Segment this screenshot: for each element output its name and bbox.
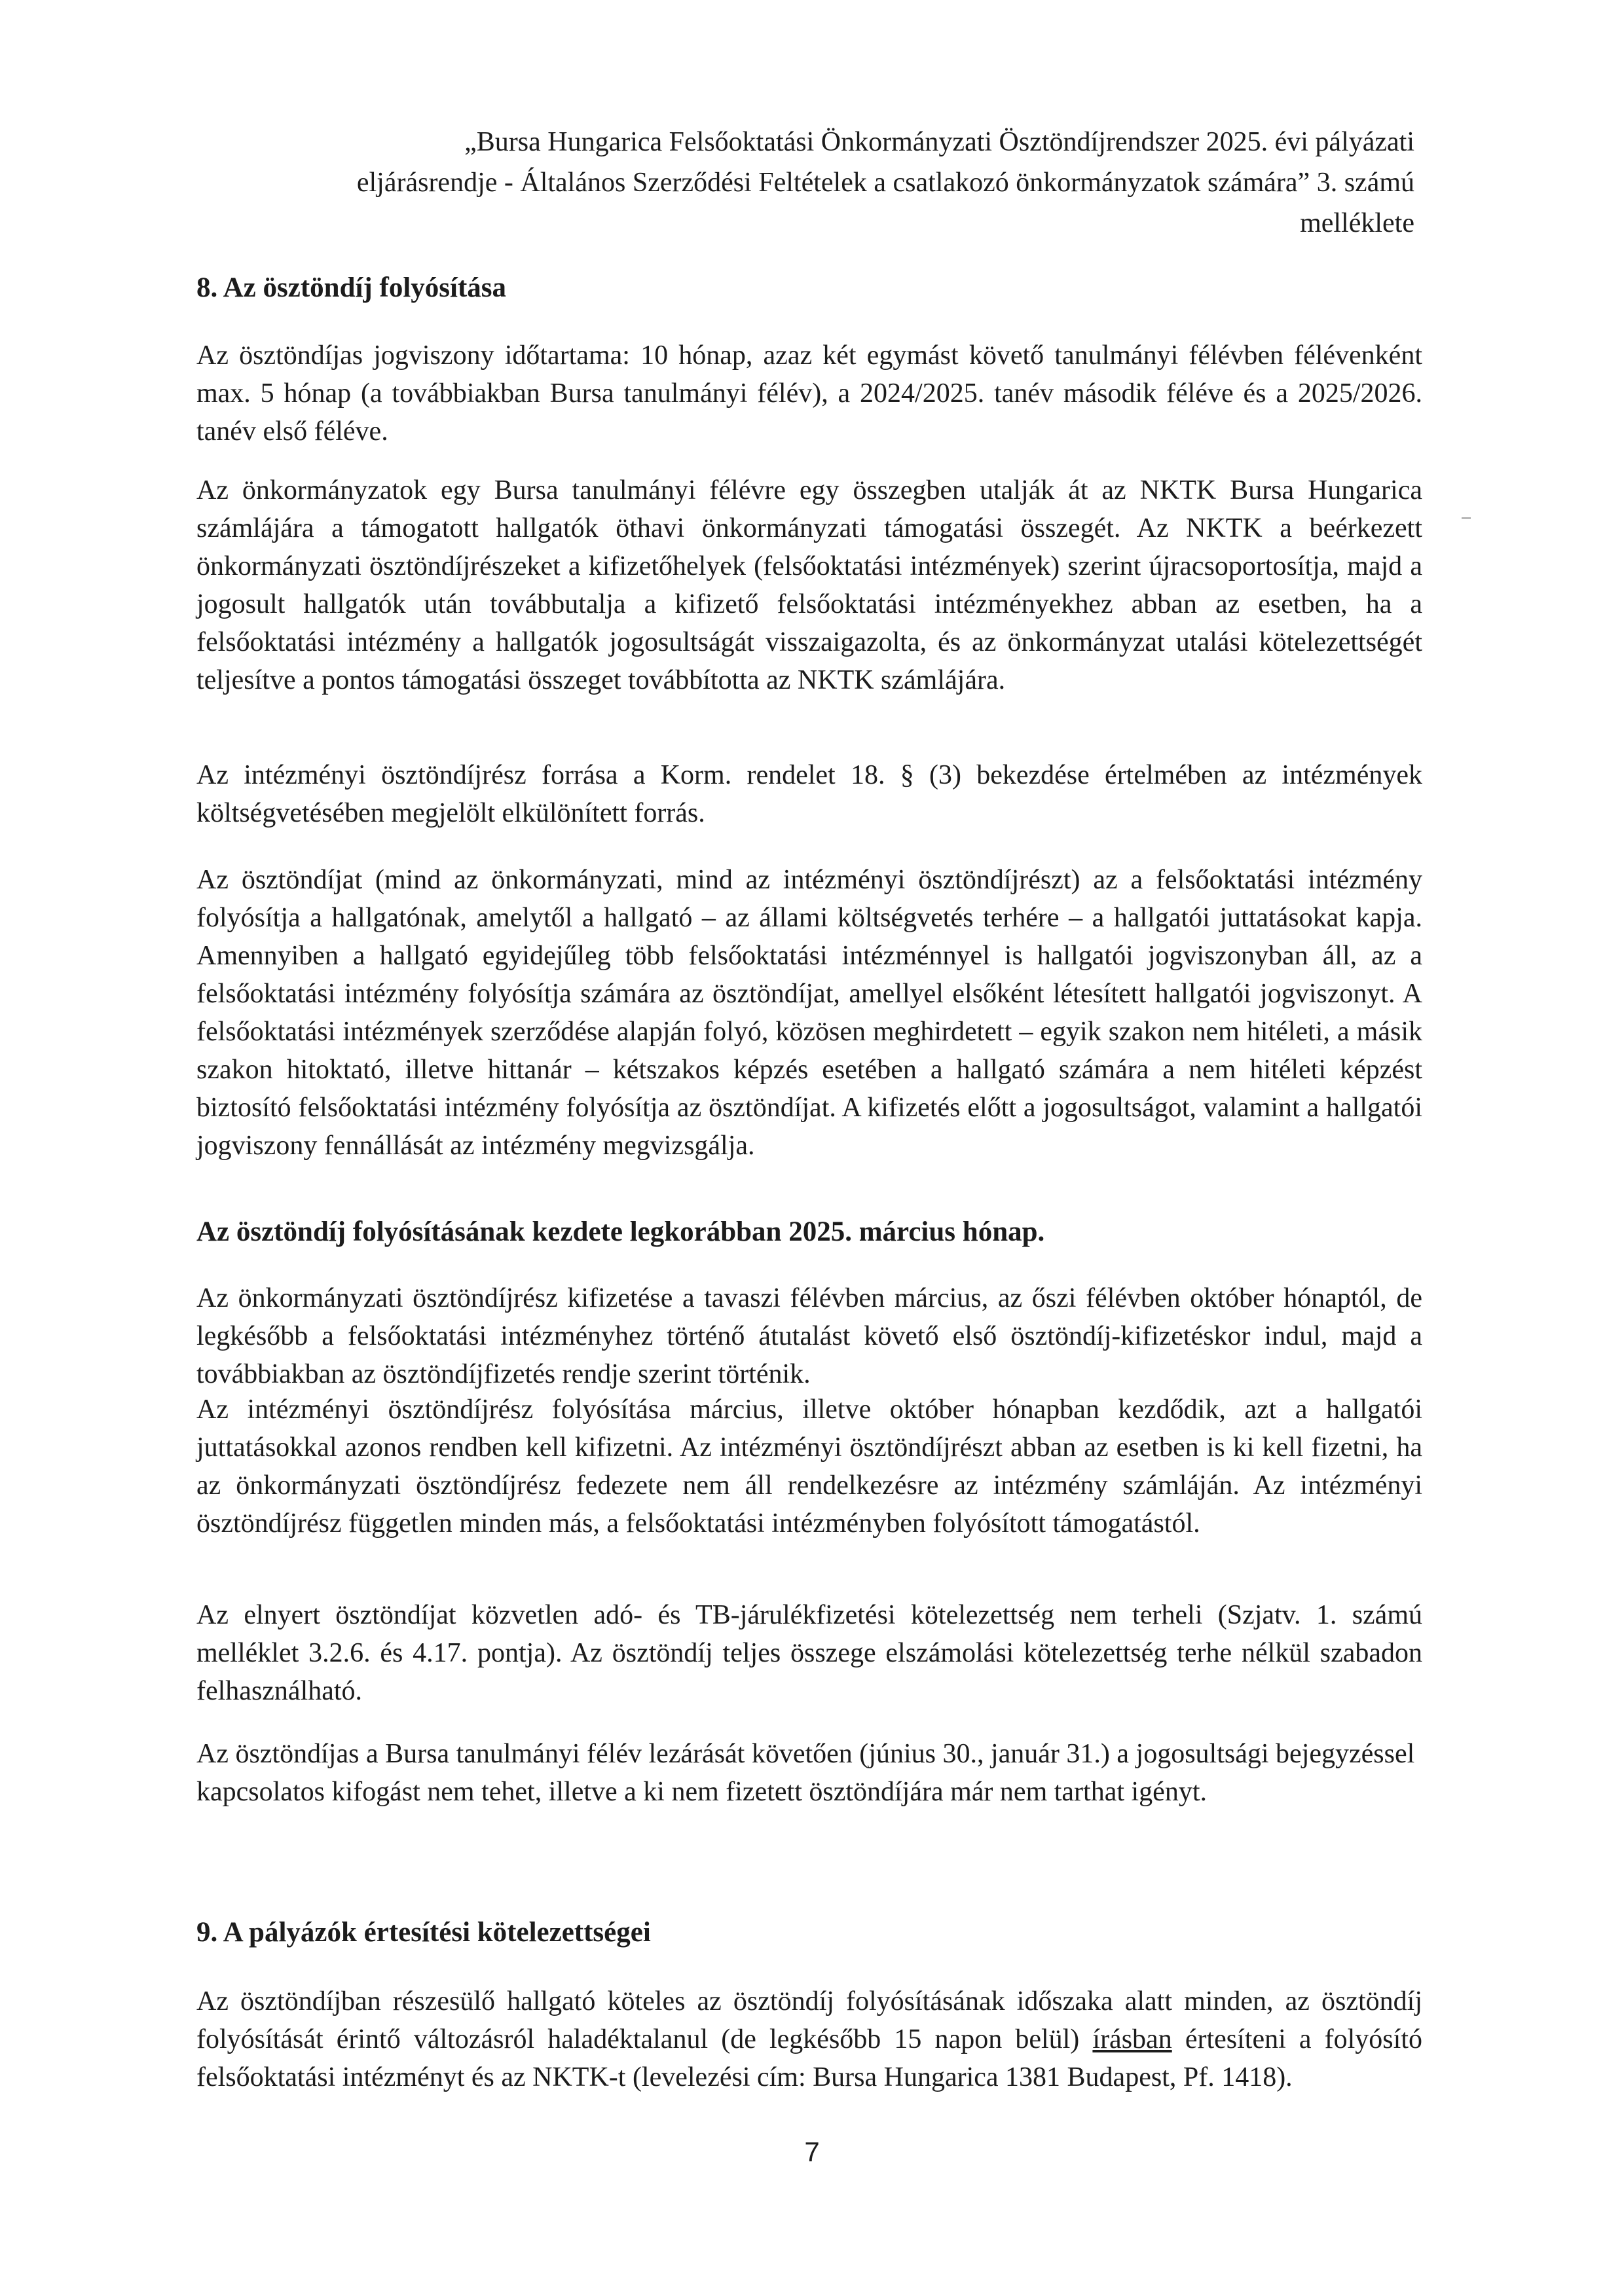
document-header bbox=[196, 122, 1414, 244]
notification-text-underlined: írásban bbox=[1092, 2024, 1172, 2054]
section-8-paragraph-transfer: Az önkormányzatok egy Bursa tanulmányi félévre egy összegben utalják át az NKTK Bursa Hungarica számlájára a támogatott hallgatók öthavi önkormányzati támogatási összegét. Az NKTK a beérkezett önkormányzati ösztöndíjrészeket a kifizetőhelyek (felsőoktatási intézmények) szerint újracsoportosítja, majd a jogosult hallgatók után továbbutalja a kifizető felsőoktatási intézményekhez abban az esetben, ha a felsőoktatási intézmény a hallgatók jogosultságát visszaigazolta, és az önkormányzat utalási kötelezettségét teljesítve a pontos támogatási összeget továbbította az NKTK számlájára. bbox=[196, 475, 1422, 695]
section-8-paragraph-duration: Az ösztöndíjas jogviszony időtartama: 10 hónap, azaz két egymást követő tanulmányi félévben félévenként max. 5 hónap (a továbbiakban Bursa tanulmányi félév), a 2024/2025. tanév második féléve és a 2025/2026. tanév első féléve. bbox=[196, 340, 1422, 446]
notification-text-start: Az ösztöndíjban részesülő hallgató köteles az ösztöndíj folyósításának időszaka alatt minden, az ösztöndíj folyósítását érintő változásról haladéktalanul (de legkésőbb 15 napon belül) bbox=[196, 1986, 1422, 2054]
notification-text-end: értesíteni a folyósító felsőoktatási intézményt és az NKTK-t (levelezési cím: Bursa Hungarica 1381 Budapest, Pf. 1418). bbox=[196, 2024, 1422, 2092]
section-9-paragraph-notification bbox=[196, 1982, 1422, 2096]
section-8-paragraph-institutional-payment: Az intézményi ösztöndíjrész folyósítása március, illetve október hónapban kezdődik, azt a hallgatói juttatásokkal azonos rendben kell kifizetni. Az intézményi ösztöndíjrészt abban az esetben is ki kell fizetni, ha az önkormányzati ösztöndíjrész fedezete nem áll rendelkezésre az intézmény számláján. Az intézményi ösztöndíjrész független minden más, a felsőoktatási intézményben folyósított támogatástól. bbox=[196, 1394, 1422, 1539]
section-8-title: 8. Az ösztöndíj folyósítása bbox=[196, 272, 506, 303]
section-8-paragraph-municipal-payment: Az önkormányzati ösztöndíjrész kifizetése a tavaszi félévben március, az őszi félévben október hónaptól, de legkésőbb a felsőoktatási intézményhez történő átutalást követő első ösztöndíj-kifizetéskor indul, majd a továbbiakban az ösztöndíjfizetés rendje szerint történik. bbox=[196, 1283, 1422, 1389]
section-8-subheading-start: Az ösztöndíj folyósításának kezdete legkorábban 2025. március hónap. bbox=[196, 1216, 1045, 1247]
page-number: 7 bbox=[804, 2136, 820, 2167]
header-line-1: „Bursa Hungarica Felsőoktatási Önkormányzati Ösztöndíjrendszer 2025. évi pályázati bbox=[464, 127, 1414, 157]
margin-mark bbox=[1462, 517, 1471, 519]
section-9-title: 9. A pályázók értesítési kötelezettségei bbox=[196, 1917, 651, 1948]
section-8-paragraph-disbursement: Az ösztöndíjat (mind az önkormányzati, mind az intézményi ösztöndíjrészt) az a felsőoktatási intézmény folyósítja a hallgatónak, amelytől a hallgató – az állami költségvetés terhére – a hallgatói juttatásokat kapja. Amennyiben a hallgató egyidejűleg több felsőoktatási intézménnyel is hallgatói jogviszonyban áll, az a felsőoktatási intézmény folyósítja számára az ösztöndíjat, amellyel elsőként létesített hallgatói jogviszonyt. A felsőoktatási intézmények szerződése alapján folyó, közösen meghirdetett – egyik szakon nem hitéleti, a másik szakon hitoktató, illetve hittanár – kétszakos képzés esetében a hallgató számára a nem hitéleti képzést biztosító felsőoktatási intézmény folyósítja az ösztöndíjat. A kifizetés előtt a jogosultságot, valamint a hallgatói jogviszony fennállását az intézmény megvizsgálja. bbox=[196, 865, 1422, 1161]
section-8-paragraph-institutional-source: Az intézményi ösztöndíjrész forrása a Korm. rendelet 18. § (3) bekezdése értelmében az intézmények költségvetésében megjelölt elkülönített forrás. bbox=[196, 760, 1422, 828]
section-8-paragraph-tax: Az elnyert ösztöndíjat közvetlen adó- és TB-járulékfizetési kötelezettség nem terheli (Szjatv. 1. számú melléklet 3.2.6. és 4.17. pontja). Az ösztöndíj teljes összege elszámolási kötelezettség terhe nélkül szabadon felhasználható. bbox=[196, 1600, 1422, 1706]
header-line-2: eljárásrendje - Általános Szerződési Feltételek a csatlakozó önkormányzatok számára” 3. számú bbox=[356, 168, 1414, 198]
section-8-paragraph-closing: Az ösztöndíjas a Bursa tanulmányi félév lezárását követően (június 30., január 31.) a jogosultsági bejegyzéssel kapcsolatos kifogást nem tehet, illetve a ki nem fizetett ösztöndíjára már nem tarthat igényt. bbox=[196, 1739, 1415, 1807]
header-line-3: melléklete bbox=[1300, 208, 1414, 238]
